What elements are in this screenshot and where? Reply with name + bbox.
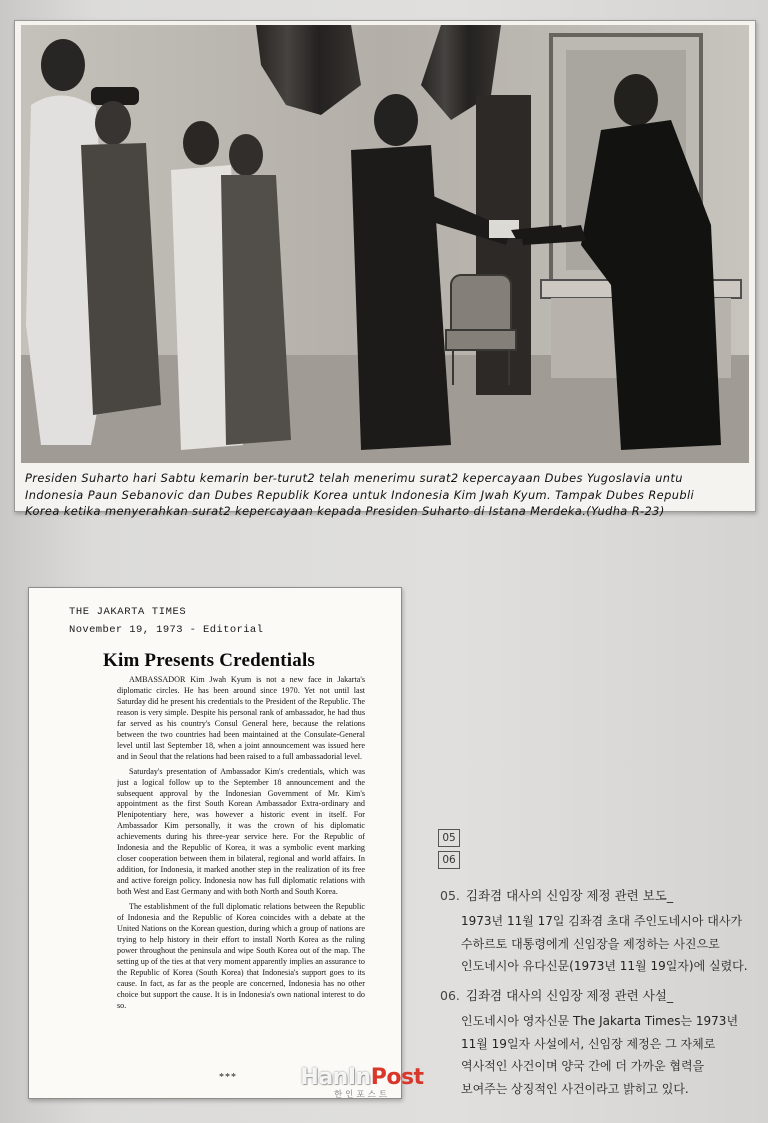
credentials-ceremony-photo [21, 25, 749, 463]
figure-number-05: 05 [438, 829, 460, 847]
watermark-brand-b: Post [370, 1065, 424, 1090]
entry-number: 06. [440, 988, 460, 1003]
editorial-paragraph: The establishment of the full diplomatic relations between the Republic of Indonesia and the Republic of Korea coincides with a debate at the United Nations on the Korean question, during which a group of nations are trying to help history in their effort to install North Korea as the ruling power throughout the peninsula and wipe South Korea out of the map. The setting up of the ties at that very moment apparently implies an assurance to the Republic of Korea (South Korea) that Indonesia's support goes to its cause. In fact, as far as the people are concerned, Indonesia has no other choice but support the cause. It is in Indonesia's own national interest to do so. [117, 902, 365, 1010]
watermark-logo [300, 1065, 424, 1090]
caption-line: Korea ketika menyerahkan surat2 kepercayaan kepada Presiden Suharto di Istana Merdeka.(Yudha R-23) [25, 504, 665, 518]
watermark-brand-a: HanIn [300, 1065, 371, 1090]
editorial-body [117, 675, 365, 1070]
entry-title: 김좌겸 대사의 신임장 제정 관련 보도_ [465, 888, 674, 903]
editorial-paragraph: AMBASSADOR Kim Jwah Kyum is not a new face in Jakarta's diplomatic circles. He has been around since 1970. Yet not until last Saturday did he present his credentials to the President of the Republic. The reason is very simple. Despite his personal rank of ambassador, he had thus far served as his country's Consul General here, because the relations between the two countries had been maintained at the Consulate-General level until last September 18, when a joint announcement was issued here and in Seoul that the relations had been raised to a full ambassadorial level. [117, 675, 365, 761]
editorial-paragraph: Saturday's presentation of Ambassador Kim's credentials, which was just a logical follow up to the September 18 announcement and the subsequent approval by the Indonesian Government of Mr. Kim's appointment as the first South Korean Ambassador Extra-ordinary and Plenipotentiary here, was however a historic event in itself. For Ambassador Kim personally, it was the crown of his diplomatic achievements during his three-year service here. For the Republic of Indonesia and the Republic of Korea, it was a symbolic event marking closer cooperation between them in bilateral, regional and world affairs. In addition, for Indonesia, it marked another step in the realization of its free and active foreign policy. Indonesia now has full diplomatic relations with both West and East Germany and with both North and South Korea. [117, 766, 365, 897]
photo-illustration [21, 25, 749, 463]
entry-05-heading [440, 886, 673, 904]
caption-line: Presiden Suharto hari Sabtu kemarin ber-turut2 telah menerimu surat2 kepercayaan Dubes Yugoslavia untu [25, 471, 683, 485]
newspaper-masthead: THE JAKARTA TIMES [69, 606, 187, 618]
hanin-post-watermark [300, 1065, 424, 1109]
editorial-clipping [28, 587, 402, 1099]
editorial-date: November 19, 1973 - Editorial [69, 624, 264, 636]
watermark-subtitle: 한인포스트 [333, 1090, 391, 1100]
photo-caption [25, 470, 747, 520]
entry-05-line: 1973년 11월 17일 김좌겸 초대 주인도네시아 대사가 [461, 914, 743, 928]
entry-05-line: 수하르토 대통령에게 신임장을 제정하는 사진으로 [461, 937, 720, 951]
entry-06-line: 역사적인 사건이며 양국 간에 더 가까운 협력을 [461, 1059, 705, 1073]
entry-06-line: 인도네시아 영자신문 The Jakarta Times는 1973년 [461, 1014, 739, 1028]
entry-06-heading [440, 986, 673, 1004]
entry-title: 김좌겸 대사의 신임장 제정 관련 사설_ [465, 988, 674, 1003]
caption-line: Indonesia Paun Sebanovic dan Dubes Republik Korea untuk Indonesia Kim Jwah Kyum. Tampak Dubes Republi [25, 487, 695, 502]
entry-06-line: 11월 19일자 사설에서, 신임장 제정은 그 자체로 [461, 1037, 716, 1051]
entry-number: 05. [440, 888, 460, 903]
entry-05-line: 인도네시아 유다신문(1973년 11월 19일자)에 실렸다. [461, 959, 748, 973]
editorial-headline: Kim Presents Credentials [103, 650, 316, 671]
figure-number-06: 06 [438, 851, 460, 869]
photo-clipping [14, 20, 756, 518]
editorial-end-mark: *** [219, 1072, 237, 1083]
entry-06-line: 보여주는 상징적인 사건이라고 밝히고 있다. [461, 1082, 689, 1096]
